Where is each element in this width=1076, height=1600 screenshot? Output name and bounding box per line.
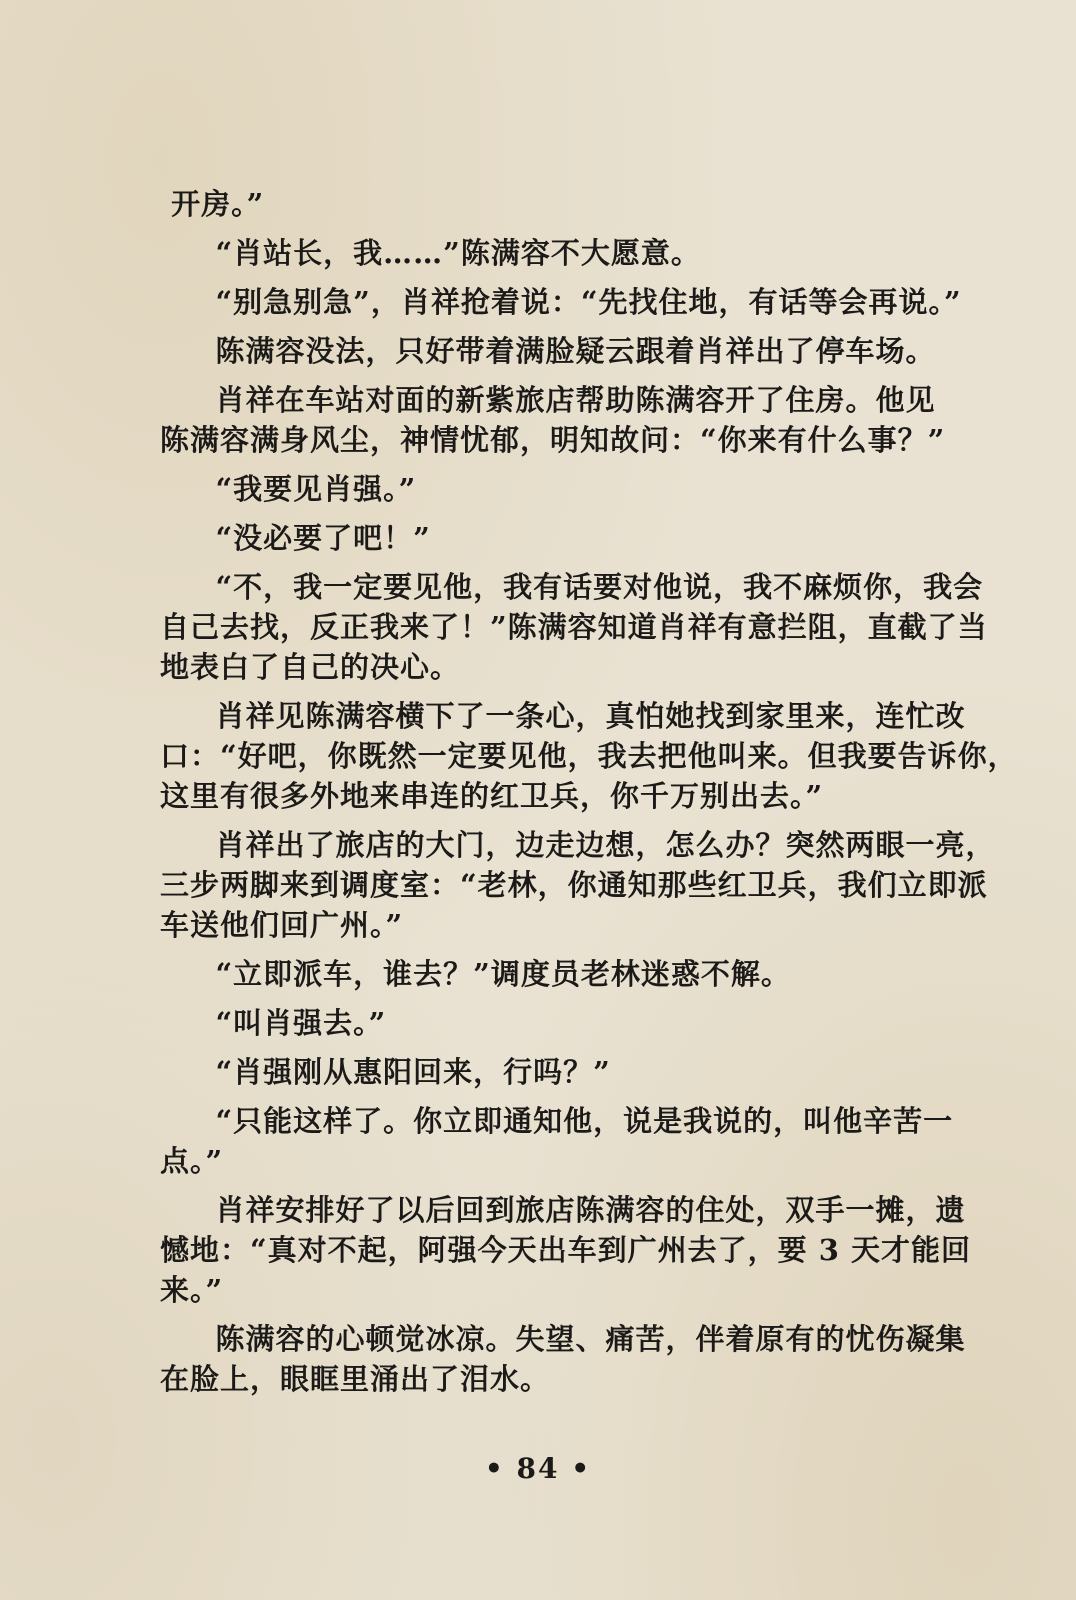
text-line: “别急别急”，肖祥抢着说：“先找住地，有话等会再说。” [160,285,962,319]
text-line: 自己去找，反正我来了！”陈满容知道肖祥有意拦阻，直截了当 [160,610,988,644]
text-line: 肖祥安排好了以后回到旅店陈满容的住处，双手一摊，遗 [160,1193,966,1227]
text-line: 在脸上，眼眶里涌出了泪水。 [160,1362,551,1396]
text-line: “没必要了吧！” [160,521,431,555]
text-line: 肖祥出了旅店的大门，边走边想，怎么办？突然两眼一亮， [160,828,996,862]
text-line: “我要见肖强。” [160,472,417,506]
text-line: 点。” [160,1144,224,1178]
text-line: 肖祥见陈满容横下了一条心，真怕她找到家里来，连忙改 [160,699,966,733]
text-line: 这里有很多外地来串连的红卫兵，你千万别出去。” [160,779,824,813]
text-line: “肖强刚从惠阳回来，行吗？” [160,1055,611,1089]
text-line: 陈满容没法，只好带着满脸疑云跟着肖祥出了停车场。 [160,334,936,368]
body-text [160,184,1030,1399]
text-line: 来。” [160,1273,224,1307]
text-line: 车送他们回广州。” [160,908,404,942]
page-number: • 84 • [484,1452,592,1485]
text-line: “立即派车，谁去？”调度员老林迷惑不解。 [160,957,791,991]
text-line: 肖祥在车站对面的新紫旅店帮助陈满容开了住房。他见 [160,383,936,417]
text-line: 开房。” [160,187,265,221]
text-line: “叫肖强去。” [160,1006,387,1040]
text-line: 憾地：“真对不起，阿强今天出车到广州去了，要 3 天才能回 [160,1233,972,1267]
text-line: 地表白了自己的决心。 [160,650,461,684]
text-line: 三步两脚来到调度室：“老林，你通知那些红卫兵，我们立即派 [160,868,988,902]
text-line: “肖站长，我……”陈满容不大愿意。 [160,236,701,270]
text-line: 陈满容满身风尘，神情忧郁，明知故问：“你来有什么事？” [160,423,946,457]
text-line: 口：“好吧，你既然一定要见他，我去把他叫来。但我要告诉你， [160,739,1018,773]
text-line: “不，我一定要见他，我有话要对他说，我不麻烦你，我会 [160,570,984,604]
text-line: “只能这样了。你立即通知他，说是我说的，叫他辛苦一 [160,1104,954,1138]
text-line: 陈满容的心顿觉冰凉。失望、痛苦，伴着原有的忧伤凝集 [160,1322,966,1356]
